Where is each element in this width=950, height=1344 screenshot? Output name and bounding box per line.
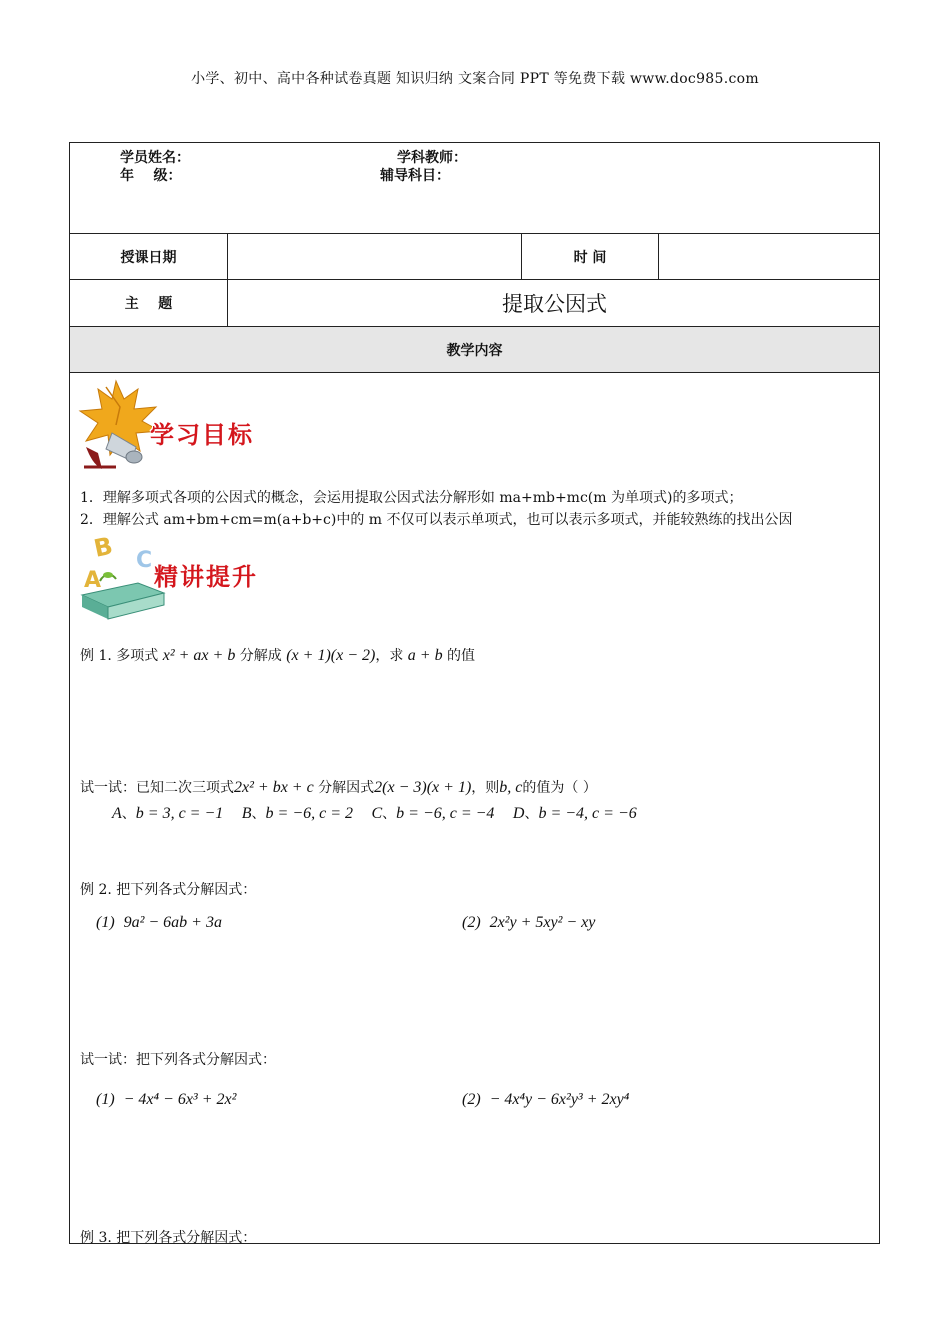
try-1-factored: 2(x − 3)(x + 1) (374, 779, 472, 796)
option-a-text: b = 3, c = −1 (135, 805, 224, 822)
try-2-problem-1 (96, 1091, 236, 1109)
option-c-letter: C (371, 805, 383, 822)
example-1-prefix: 例 1. 多项式 (80, 648, 159, 664)
tutoring-subject-label: 辅导科目： (380, 168, 450, 184)
try-2-p2-num: (2) (462, 1091, 481, 1108)
date-label: 授课日期 (120, 249, 177, 266)
try-1-target: b, c (499, 779, 523, 796)
example-2-p2-num: (2) (462, 914, 481, 931)
example-2-p1-num: (1) (96, 914, 115, 931)
example-2-p2: 2x²y + 5xy² − xy (489, 914, 596, 931)
lecture-banner (78, 533, 278, 623)
goal-2: 2．理解公式 am+bm+cm=m(a+b+c)中的 m 不仅可以表示单项式，也可以表示多项式，并能较熟练的找出公因 (80, 512, 793, 528)
learning-goals-banner (76, 377, 276, 473)
content-area (70, 373, 879, 1244)
option-d-letter: D (512, 805, 525, 822)
example-2-p1: 9a² − 6ab + 3a (123, 914, 222, 931)
time-label: 时 间 (573, 249, 607, 266)
topic-label: 主 题 (124, 296, 173, 312)
schedule-row (70, 234, 879, 280)
lesson-table (69, 142, 880, 1244)
try-2-problem-2 (462, 1091, 629, 1109)
topic-row (70, 280, 879, 327)
try-1-prefix: 试一试：已知二次三项式 (80, 780, 234, 796)
try-1-suffix: 的值为（ ） (522, 780, 597, 796)
example-1-factored: (x + 1)(x − 2) (286, 647, 376, 664)
try-1-mid: 分解因式 (318, 780, 375, 796)
try-1-ask: ，则 (471, 780, 500, 796)
grade-label: 年 级： (120, 168, 182, 184)
try-1 (80, 777, 597, 797)
try-1-expr: 2x² + bx + c (234, 779, 314, 796)
try-2-title: 试一试：把下列各式分解因式： (80, 1052, 276, 1068)
topic-value: 提取公因式 (502, 292, 607, 316)
example-2-problem-1 (96, 914, 222, 932)
option-b-letter: B (241, 805, 252, 822)
example-2-title: 例 2. 把下列各式分解因式： (80, 882, 257, 898)
abc-letter-c: C (136, 548, 153, 573)
example-1 (80, 645, 475, 665)
example-1-ask: ，求 (375, 648, 404, 664)
subject-teacher-label: 学科教师： (397, 150, 467, 166)
option-a-letter: A (112, 805, 122, 822)
example-3-title: 例 3. 把下列各式分解因式： (80, 1230, 257, 1246)
lecture-title: 精讲提升 (154, 563, 258, 591)
site-header: 小学、初中、高中各种试卷真题 知识归纳 文案合同 PPT 等免费下载 www.doc985.com (191, 71, 759, 87)
try-2-p1: − 4x⁴ − 6x³ + 2x² (123, 1091, 237, 1108)
option-d-text: b = −4, c = −6 (538, 805, 637, 822)
goal-1: 1．理解多项式各项的公因式的概念，会运用提取公因式法分解形如 ma+mb+mc(m 为单项式)的多项式； (80, 490, 743, 506)
learning-goals-title: 学习目标 (150, 421, 254, 449)
content-header: 教学内容 (70, 327, 879, 373)
example-1-mid: 分解成 (239, 648, 282, 664)
abc-letter-a: A (84, 568, 102, 593)
example-1-expr: x² + ax + b (162, 647, 236, 664)
time-value[interactable] (659, 234, 881, 279)
try-1-options: A、b = 3, c = −1 B、b = −6, c = 2 C、b = −6, c = −4 D、b = −4, c = −6 (112, 805, 637, 822)
option-b-text: b = −6, c = 2 (265, 805, 354, 822)
try-2-p1-num: (1) (96, 1091, 115, 1108)
try-2-p2: − 4x⁴y − 6x²y³ + 2xy⁴ (489, 1091, 630, 1108)
date-value[interactable] (228, 234, 521, 279)
student-name-label: 学员姓名： (120, 150, 190, 166)
abc-letter-b: B (91, 533, 116, 563)
example-1-suffix: 的值 (447, 648, 476, 664)
example-1-target: a + b (407, 647, 443, 664)
student-info-row (70, 143, 879, 234)
example-2-problem-2 (462, 914, 595, 932)
option-c-text: b = −6, c = −4 (396, 805, 495, 822)
